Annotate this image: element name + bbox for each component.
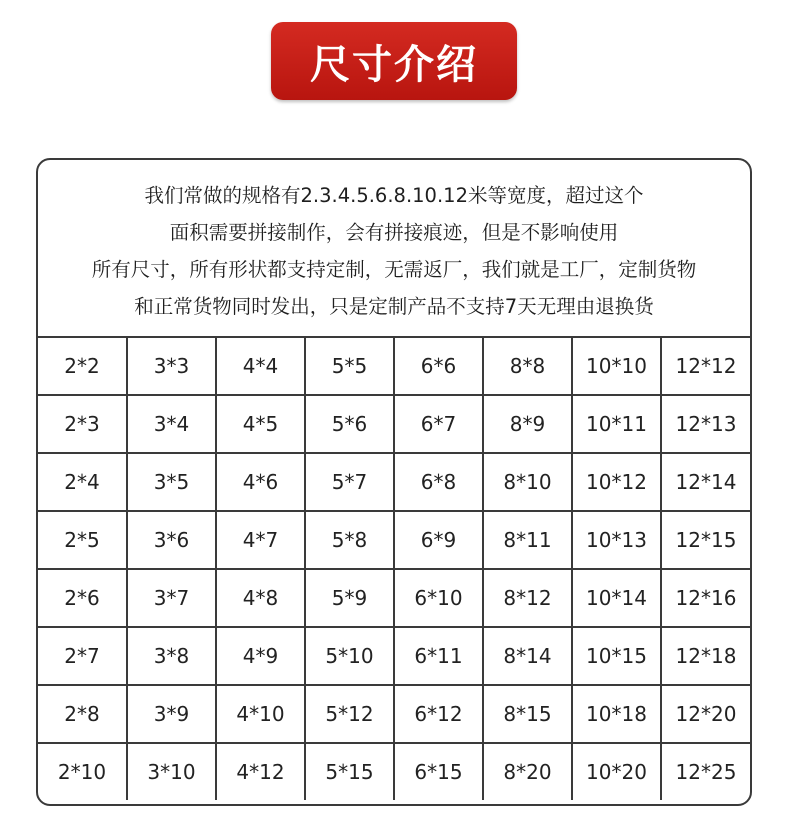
- page-title: 尺寸介绍: [310, 41, 478, 88]
- size-cell: 10*15: [572, 627, 661, 685]
- size-cell: 8*11: [483, 511, 572, 569]
- size-cell: 6*8: [394, 453, 483, 511]
- size-cell: 6*10: [394, 569, 483, 627]
- size-cell: 2*7: [38, 627, 127, 685]
- size-cell: 6*15: [394, 743, 483, 800]
- size-cell: 5*8: [305, 511, 394, 569]
- table-row: [38, 743, 750, 800]
- table-row: [38, 569, 750, 627]
- size-cell: 10*20: [572, 743, 661, 800]
- size-cell: 5*12: [305, 685, 394, 743]
- size-cell: 3*9: [127, 685, 216, 743]
- size-cell: 2*2: [38, 338, 127, 395]
- table-row: [38, 395, 750, 453]
- size-cell: 4*8: [216, 569, 305, 627]
- size-cell: 2*6: [38, 569, 127, 627]
- size-cell: 8*14: [483, 627, 572, 685]
- size-cell: 12*16: [661, 569, 750, 627]
- size-cell: 3*4: [127, 395, 216, 453]
- table-row: [38, 453, 750, 511]
- description-line: 我们常做的规格有2.3.4.5.6.8.10.12米等宽度，超过这个: [144, 184, 644, 207]
- size-cell: 6*12: [394, 685, 483, 743]
- size-cell: 6*11: [394, 627, 483, 685]
- size-cell: 3*3: [127, 338, 216, 395]
- size-cell: 2*5: [38, 511, 127, 569]
- table-row: [38, 685, 750, 743]
- description-line: 面积需要拼接制作，会有拼接痕迹，但是不影响使用: [169, 221, 619, 244]
- size-cell: 8*20: [483, 743, 572, 800]
- size-info-card: [36, 158, 752, 806]
- size-cell: 3*7: [127, 569, 216, 627]
- size-cell: 3*8: [127, 627, 216, 685]
- size-cell: 5*5: [305, 338, 394, 395]
- size-cell: 10*13: [572, 511, 661, 569]
- size-cell: 12*12: [661, 338, 750, 395]
- title-banner: [271, 22, 517, 100]
- size-cell: 2*3: [38, 395, 127, 453]
- size-cell: 8*8: [483, 338, 572, 395]
- size-cell: 6*7: [394, 395, 483, 453]
- size-cell: 8*9: [483, 395, 572, 453]
- size-cell: 2*10: [38, 743, 127, 800]
- size-cell: 12*18: [661, 627, 750, 685]
- size-cell: 2*8: [38, 685, 127, 743]
- size-cell: 10*11: [572, 395, 661, 453]
- size-cell: 5*7: [305, 453, 394, 511]
- table-row: [38, 627, 750, 685]
- size-cell: 3*10: [127, 743, 216, 800]
- description-line: 和正常货物同时发出，只是定制产品不支持7天无理由退换货: [134, 295, 654, 318]
- size-cell: 4*7: [216, 511, 305, 569]
- size-cell: 5*10: [305, 627, 394, 685]
- description-box: [38, 160, 750, 338]
- size-cell: 12*14: [661, 453, 750, 511]
- description-line: 所有尺寸，所有形状都支持定制，无需返厂，我们就是工厂，定制货物: [91, 258, 697, 281]
- size-cell: 10*10: [572, 338, 661, 395]
- size-cell: 4*9: [216, 627, 305, 685]
- size-cell: 4*6: [216, 453, 305, 511]
- size-cell: 5*6: [305, 395, 394, 453]
- size-cell: 6*9: [394, 511, 483, 569]
- size-cell: 10*18: [572, 685, 661, 743]
- size-cell: 6*6: [394, 338, 483, 395]
- size-cell: 3*5: [127, 453, 216, 511]
- size-cell: 8*10: [483, 453, 572, 511]
- size-table: [38, 338, 750, 800]
- size-cell: 12*15: [661, 511, 750, 569]
- size-cell: 4*5: [216, 395, 305, 453]
- size-cell: 4*12: [216, 743, 305, 800]
- size-cell: 8*15: [483, 685, 572, 743]
- size-cell: 5*9: [305, 569, 394, 627]
- size-cell: 3*6: [127, 511, 216, 569]
- size-cell: 10*12: [572, 453, 661, 511]
- table-row: [38, 511, 750, 569]
- size-cell: 4*10: [216, 685, 305, 743]
- size-cell: 10*14: [572, 569, 661, 627]
- size-cell: 12*25: [675, 760, 737, 784]
- size-cell: 12*20: [661, 685, 750, 743]
- size-cell: 12*13: [661, 395, 750, 453]
- size-cell: 8*12: [483, 569, 572, 627]
- size-cell: 5*15: [305, 743, 394, 800]
- size-cell: 4*4: [216, 338, 305, 395]
- size-cell: 2*4: [38, 453, 127, 511]
- table-row: [38, 338, 750, 395]
